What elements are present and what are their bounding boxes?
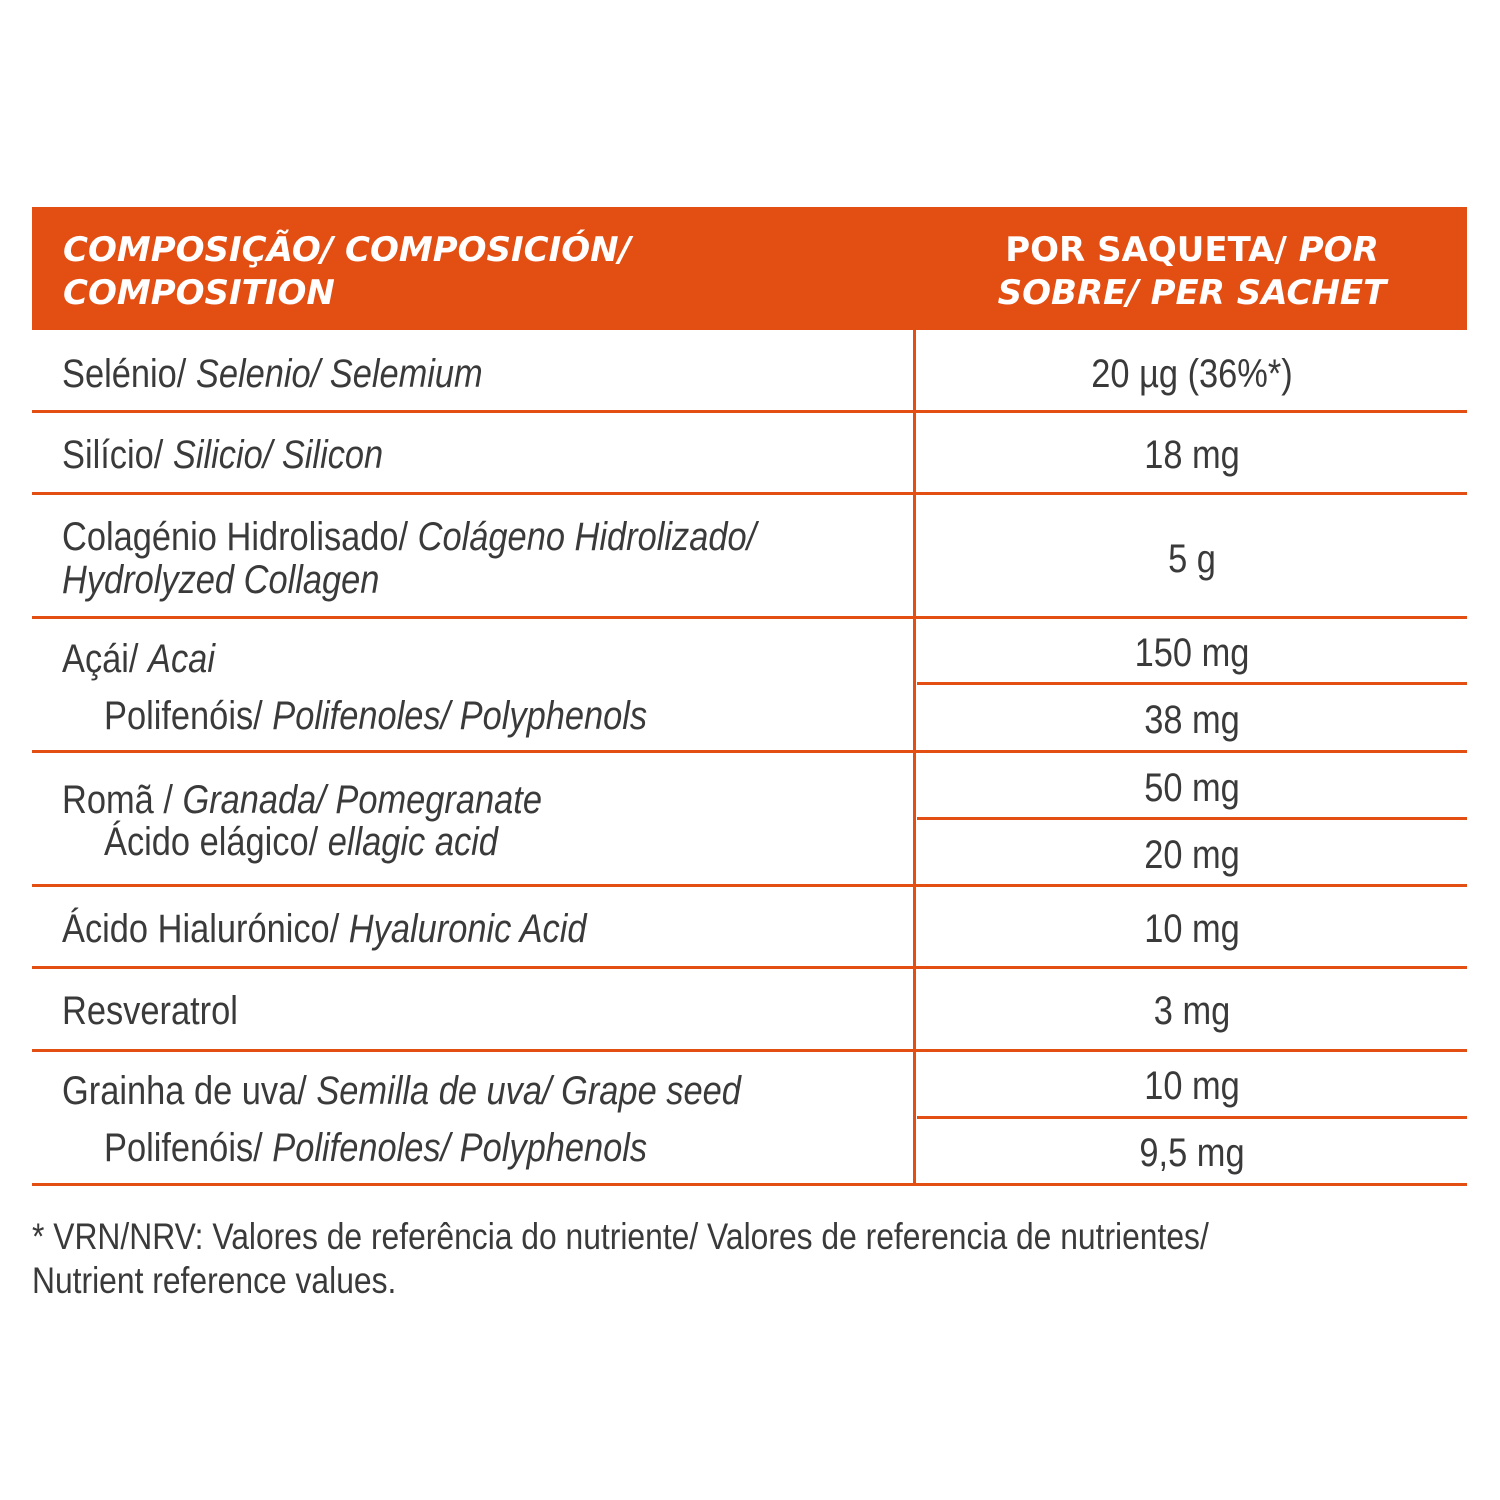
composition-header-line2: COMPOSITION xyxy=(63,273,335,313)
per-sachet-header-line1a: POR SAQUETA/ xyxy=(1005,230,1287,270)
ingredient-es-en: Granada/ Pomegranate xyxy=(182,778,542,822)
ingredient-pt: Polifenóis/ xyxy=(104,1126,273,1170)
ingredient-pt: Selénio/ xyxy=(62,352,196,396)
ingredient-value-silicon: 18 mg xyxy=(1144,433,1240,477)
composition-header xyxy=(63,229,703,315)
ingredient-es-en: Polifenoles/ Polyphenols xyxy=(272,694,648,738)
row-divider xyxy=(32,750,1467,753)
per-sachet-header-line2: SOBRE/ PER SACHET xyxy=(997,273,1387,313)
ingredient-value-pomegranate: 50 mg xyxy=(1144,766,1240,810)
ingredient-pt: Polifenóis/ xyxy=(104,694,273,738)
row-divider xyxy=(32,410,1467,413)
ingredient-value-resveratrol: 3 mg xyxy=(1153,989,1231,1033)
ingredient-pt: Romã / xyxy=(62,778,183,822)
row-divider xyxy=(32,884,1467,887)
row-divider xyxy=(32,1049,1467,1052)
row-divider xyxy=(32,1183,1467,1186)
ingredient-name-hyaluronic-acid xyxy=(62,907,587,951)
ingredient-pt: Ácido Hialurónico/ xyxy=(62,907,349,951)
ingredient-pt: Silício/ xyxy=(62,433,173,477)
ingredient-es-en: Acai xyxy=(148,637,215,681)
ingredient-subname-acai-polyphenols xyxy=(104,694,647,738)
footnote-line1: * VRN/NRV: Valores de referência do nutriente/ Valores de referencia de nutrientes/ xyxy=(32,1216,1209,1257)
ingredient-es-en: Silicio/ Silicon xyxy=(172,433,384,477)
ingredient-es-en: ellagic acid xyxy=(327,820,498,864)
ingredient-name-grape-seed xyxy=(62,1069,741,1113)
ingredient-name-resveratrol: Resveratrol xyxy=(62,989,238,1033)
ingredient-subname-ellagic-acid xyxy=(104,820,498,864)
ingredient-value-selenium: 20 µg (36%*) xyxy=(1091,352,1293,396)
subrow-divider xyxy=(917,1116,1467,1119)
row-divider xyxy=(32,616,1467,619)
ingredient-pt: Colagénio Hidrolisado/ xyxy=(62,515,418,559)
ingredient-name-silicon xyxy=(62,433,383,477)
table-header xyxy=(32,207,1467,330)
ingredient-name-pomegranate xyxy=(62,778,542,822)
subrow-divider xyxy=(917,682,1467,685)
ingredient-subname-grape-polyphenols xyxy=(104,1126,647,1170)
per-sachet-header-line1 xyxy=(967,229,1417,272)
ingredient-value-grape-polyphenols: 9,5 mg xyxy=(1139,1131,1245,1175)
per-sachet-header-line1b: POR xyxy=(1286,230,1379,270)
ingredient-es-en: Semilla de uva/ Grape seed xyxy=(316,1069,741,1113)
ingredient-value-hyaluronic-acid: 10 mg xyxy=(1144,907,1240,951)
row-divider xyxy=(32,492,1467,495)
per-sachet-header xyxy=(967,229,1417,315)
ingredient-name-collagen-line2: Hydrolyzed Collagen xyxy=(62,558,380,602)
ingredient-name-acai xyxy=(62,637,215,681)
ingredient-es-en: Polifenoles/ Polyphenols xyxy=(272,1126,648,1170)
ingredient-value-acai: 150 mg xyxy=(1134,631,1250,675)
ingredient-value-acai-polyphenols: 38 mg xyxy=(1144,698,1240,742)
subrow-divider xyxy=(917,817,1467,820)
ingredient-es-en: Hyaluronic Acid xyxy=(348,907,587,951)
column-divider xyxy=(913,330,916,1186)
ingredient-value-grape-seed: 10 mg xyxy=(1144,1064,1240,1108)
row-divider xyxy=(32,966,1467,969)
ingredient-pt: Açái/ xyxy=(62,637,149,681)
composition-header-line1: COMPOSIÇÃO/ COMPOSICIÓN/ xyxy=(63,230,632,270)
footnote-line2: Nutrient reference values. xyxy=(32,1260,397,1301)
ingredient-pt: Ácido elágico/ xyxy=(104,820,328,864)
ingredient-pt: Grainha de uva/ xyxy=(62,1069,317,1113)
ingredient-name-collagen xyxy=(62,515,756,559)
ingredient-es-en: Colágeno Hidrolizado/ xyxy=(417,515,757,559)
ingredient-value-ellagic-acid: 20 mg xyxy=(1144,833,1240,877)
ingredient-name-selenium xyxy=(62,352,483,396)
footnote xyxy=(32,1215,1236,1303)
ingredient-value-collagen: 5 g xyxy=(1168,537,1216,581)
ingredient-es-en: Selenio/ Selemium xyxy=(195,352,483,396)
